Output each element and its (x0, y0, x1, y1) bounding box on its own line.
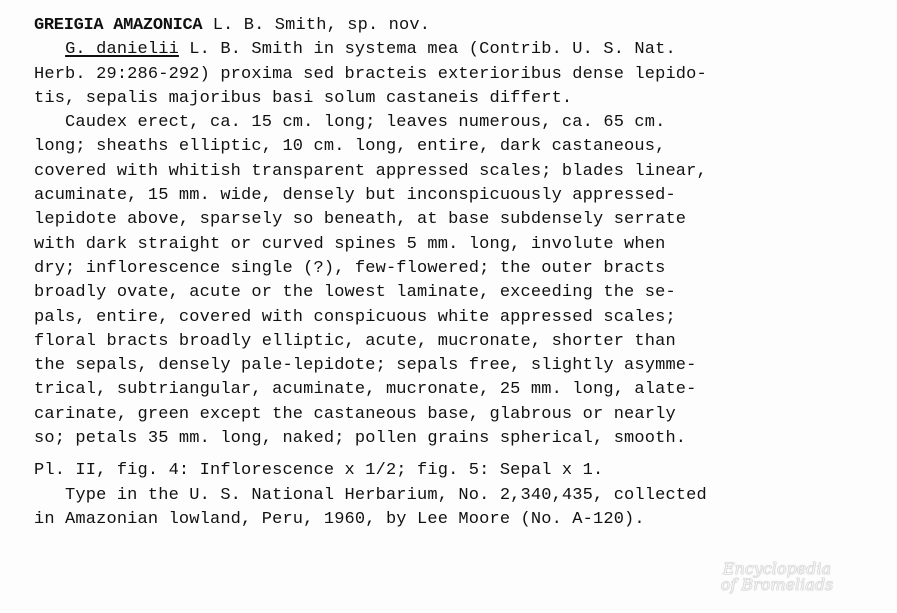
description-line: dry; inflorescence single (?), few-flowered; the outer bracts (34, 258, 666, 278)
paragraph-gap (34, 451, 884, 459)
description-line: long; sheaths elliptic, 10 cm. long, entire, dark castaneous, (34, 137, 666, 157)
description-line: lepidote above, sparsely so beneath, at base subdensely serrate (34, 210, 687, 230)
latin-line-1-text: L. B. Smith in systema mea (Contrib. U. S. Nat. (178, 40, 676, 60)
description-line: so; petals 35 mm. long, naked; pollen grains spherical, smooth. (34, 429, 687, 449)
description-line: floral bracts broadly elliptic, acute, mucronate, shorter than (34, 331, 676, 351)
description-line: carinate, green except the castaneous base, glabrous or nearly (34, 404, 676, 424)
description-line: with dark straight or curved spines 5 mm. long, involute when (34, 234, 666, 254)
type-specimen-line-1: Type in the U. S. National Herbarium, No. 2,340,435, collected (34, 485, 707, 505)
species-name: GREIGIA AMAZONICA (34, 16, 203, 35)
plate-reference: Pl. II, fig. 4: Inflorescence x 1/2; fig. 5: Sepal x 1. (34, 461, 604, 481)
species-description (34, 14, 884, 532)
latin-diagnosis-line-1 (34, 38, 884, 62)
description-line: acuminate, 15 mm. wide, densely but inconspicuously appressed- (34, 186, 676, 206)
description-line: broadly ovate, acute or the lowest laminate, exceeding the se- (34, 283, 676, 303)
description-line: Caudex erect, ca. 15 cm. long; leaves numerous, ca. 65 cm. (34, 113, 666, 133)
description-line: trical, subtriangular, acuminate, mucronate, 25 mm. long, alate- (34, 380, 697, 400)
latin-diagnosis-line-3: tis, sepalis majoribus basi solum castaneis differt. (34, 88, 573, 108)
description-line: pals, entire, covered with conspicuous white appressed scales; (34, 307, 676, 327)
related-species-name: G. danielii (65, 40, 179, 60)
watermark-line-2: of Bromeliads (720, 575, 834, 594)
watermark-line-1: Encyclopedia (722, 559, 832, 578)
description-line: the sepals, densely pale-lepidote; sepals free, slightly asymme- (34, 356, 697, 376)
species-authority: L. B. Smith, sp. nov. (202, 16, 431, 35)
species-heading-line (34, 14, 884, 38)
description-paragraph (34, 111, 884, 451)
description-line: covered with whitish transparent appressed scales; blades linear, (34, 161, 707, 181)
latin-indent (34, 40, 65, 59)
encyclopedia-watermark (697, 561, 857, 593)
type-specimen-line-2: in Amazonian lowland, Peru, 1960, by Lee Moore (No. A-120). (34, 509, 645, 529)
latin-diagnosis-line-2: Herb. 29:286-292) proxima sed bracteis exterioribus dense lepido- (34, 64, 707, 84)
